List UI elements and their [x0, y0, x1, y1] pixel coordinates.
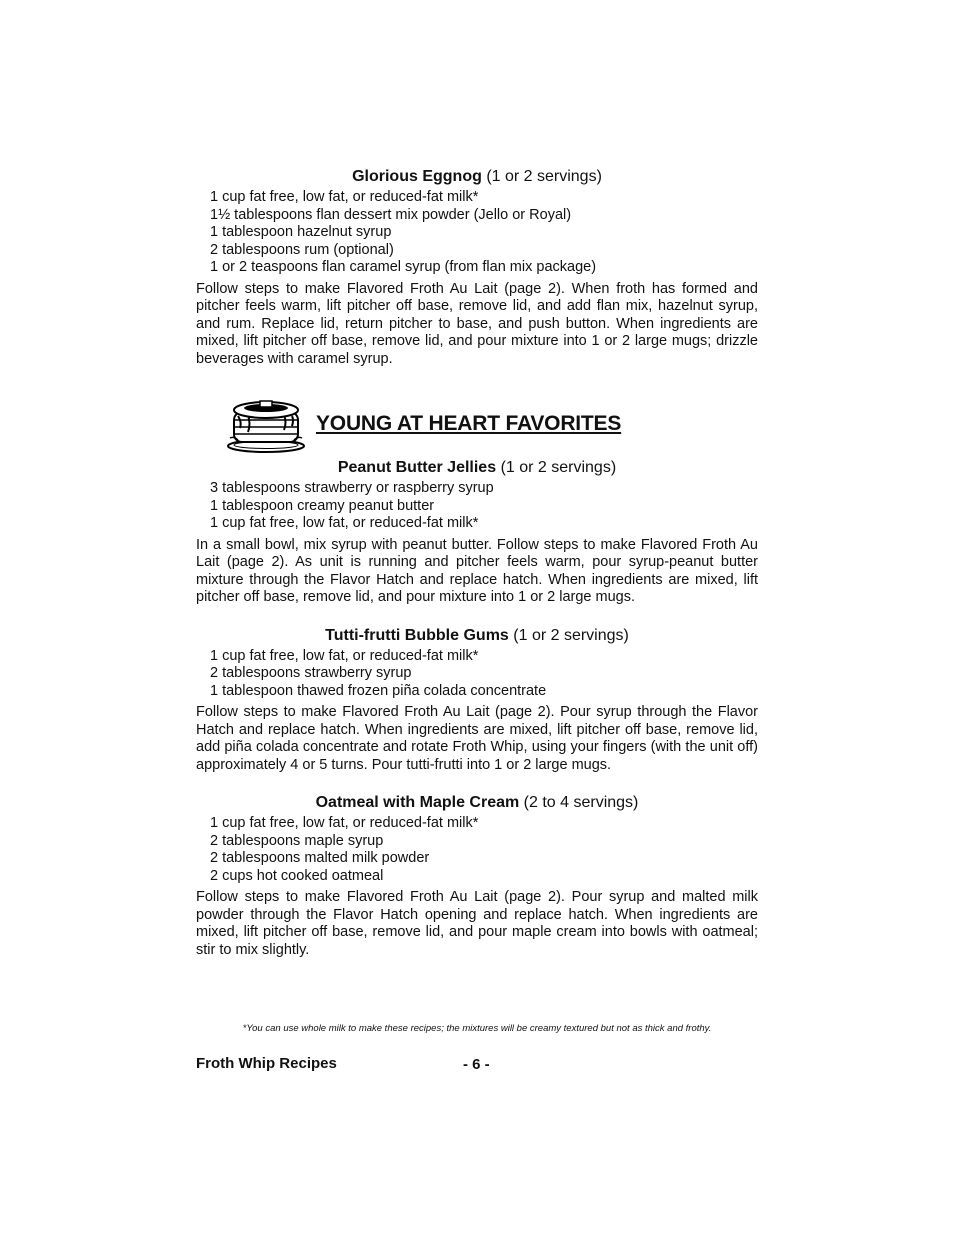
section-title: YOUNG AT HEART FAVORITES [316, 412, 622, 435]
ingredient-item: 2 tablespoons malted milk powder [210, 850, 430, 866]
recipe-instructions: In a small bowl, mix syrup with peanut butter. Follow steps to make Flavored Froth Au Lait (page 2). As unit is running and pitcher feels warm, pour syrup-peanut butter mixture through the Flavor Hatch and replace hatch. When ingredients are mixed, lift pitcher off base, remove lid, and pour mixture into 1 or 2 large mugs. [196, 536, 758, 605]
ingredient-item: 1 cup fat free, low fat, or reduced-fat milk* [210, 647, 479, 664]
recipe-title [196, 457, 758, 479]
recipe-instructions: Follow steps to make Flavored Froth Au Lait (page 2). Pour syrup through the Flavor Hatch and replace hatch. When ingredients are mixed, lift pitcher off base, remove lid, add piña colada concentrate and rotate Froth Whip, using your fingers (with the unit off) approximately 4 or 5 turns. Pour tutti-frutti into 1 or 2 large mugs. [196, 704, 758, 773]
ingredient-list [210, 815, 758, 885]
ingredient-item: 2 cups hot cooked oatmeal [210, 867, 384, 884]
ingredient-item: 1 tablespoon hazelnut syrup [210, 224, 392, 240]
footer-title: Froth Whip Recipes [196, 1055, 337, 1072]
page-content [196, 166, 758, 959]
ingredient-list [210, 480, 758, 533]
pancake-stack-icon [226, 398, 306, 454]
recipe-tutti-frutti-bubble-gums [196, 625, 758, 775]
recipe-servings: (2 to 4 servings) [523, 794, 639, 811]
recipe-instructions: Follow steps to make Flavored Froth Au Lait (page 2). When froth has formed and pitcher feels warm, lift pitcher off base, remove lid, and add flan mix, hazelnut syrup, and rum. Replace lid, return pitcher to base, and push button. When ingredients are mixed, lift pitcher off base, remove lid, and pour mixture into 1 or 2 large mugs; drizzle beverages with caramel syrup. [196, 280, 758, 367]
footnote: *You can use whole milk to make these recipes; the mixtures will be creamy textured but not as thick and frothy. [242, 1023, 712, 1034]
ingredient-item: 1½ tablespoons flan dessert mix powder (Jello or Royal) [210, 206, 572, 223]
ingredient-item: 1 tablespoon thawed frozen piña colada concentrate [210, 682, 547, 699]
recipe-servings: (1 or 2 servings) [486, 168, 602, 185]
ingredient-item: 1 cup fat free, low fat, or reduced-fat milk* [210, 189, 479, 205]
ingredient-item: 3 tablespoons strawberry or raspberry syrup [210, 480, 494, 496]
ingredient-item: 1 cup fat free, low fat, or reduced-fat milk* [210, 815, 479, 831]
ingredient-item: 2 tablespoons maple syrup [210, 832, 384, 849]
recipe-title [196, 625, 758, 647]
recipe-glorious-eggnog [196, 166, 758, 368]
recipe-instructions: Follow steps to make Flavored Froth Au Lait (page 2). Pour syrup and malted milk powder through the Flavor Hatch opening and replace hatch. When ingredients are mixed, lift pitcher off base, remove lid, and pour maple cream into bowls with oatmeal; stir to mix slightly. [196, 889, 758, 958]
page-number: - 6 - [463, 1056, 490, 1073]
ingredient-list [210, 189, 758, 277]
ingredient-item: 1 cup fat free, low fat, or reduced-fat milk* [210, 515, 479, 531]
recipe-name: Oatmeal with Maple Cream [315, 794, 520, 811]
ingredient-item: 2 tablespoons strawberry syrup [210, 665, 412, 681]
ingredient-list [210, 648, 758, 701]
section-header [196, 398, 758, 454]
ingredient-item: 1 tablespoon creamy peanut butter [210, 497, 435, 514]
recipe-name: Tutti-frutti Bubble Gums [325, 626, 509, 644]
recipe-title [196, 166, 758, 188]
ingredient-item: 1 or 2 teaspoons flan caramel syrup (from flan mix package) [210, 259, 597, 275]
recipe-servings: (1 or 2 servings) [513, 626, 629, 644]
recipe-peanut-butter-jellies [196, 457, 758, 607]
ingredient-item: 2 tablespoons rum (optional) [210, 241, 394, 258]
recipe-oatmeal-with-maple-cream [196, 792, 758, 959]
recipe-title [196, 792, 758, 814]
recipe-servings: (1 or 2 servings) [500, 459, 617, 476]
recipe-name: Peanut Butter Jellies [337, 459, 497, 476]
recipe-name: Glorious Eggnog [352, 168, 482, 185]
